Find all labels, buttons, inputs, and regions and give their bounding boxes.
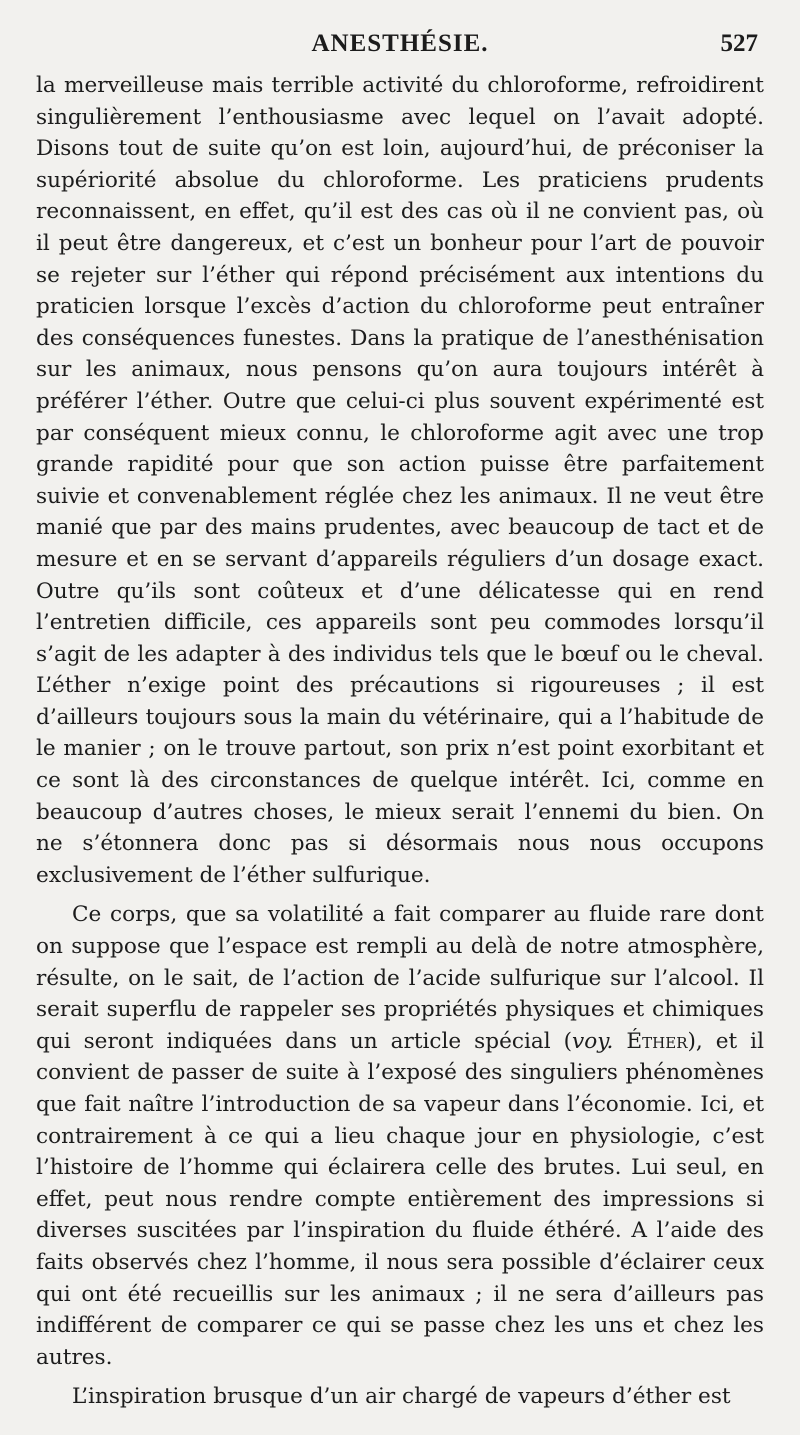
paragraph-2-before: Ce corps, que sa volatilité a fait comparer au fluide rare dont on suppose que l’espace est rempli au delà de notre atmosphère, résulte, on le sait, de l’action de l’acide sulfurique sur l’alcool. Il serait superflu de rappeler ses propriétés physiques et chimiques qui seront indiquées dans un article spécial ( [36, 902, 764, 1054]
body-text [36, 70, 764, 1413]
paragraph-1: la merveilleuse mais terrible activité du chloroforme, refroidirent singulièrement l’enthousiasme avec lequel on l’avait adopté. Disons tout de suite qu’on est loin, aujourd’hui, de préconiser la supériorité absolue du chloroforme. Les praticiens prudents reconnaissent, en effet, qu’il est des cas où il ne convient pas, où il peut être dangereux, et c’est un bonheur pour l’art de pouvoir se rejeter sur l’éther qui répond précisément aux intentions du praticien lorsque l’excès d’action du chloroforme peut entraîner des conséquences funestes. Dans la pratique de l’anesthénisation sur les animaux, nous pensons qu’on aura toujours intérêt à préférer l’éther. Outre que celui-ci plus souvent expérimenté est par conséquent mieux connu, le chloroforme agit avec une trop grande rapidité pour que son action puisse être parfaitement suivie et convenablement réglée chez les animaux. Il ne veut être manié que par des mains prudentes, avec beaucoup de tact et de mesure et en se servant d’appareils réguliers d’un dosage exact. Outre qu’ils sont coûteux et d’une délicatesse qui en rend l’entretien difficile, ces appareils sont peu commodes lorsqu’il s’agit de les adapter à des individus tels que le bœuf ou le cheval. L’éther n’exige point des précautions si rigoureuses ; il est d’ailleurs toujours sous la main du vétérinaire, qui a l’habitude de le manier ; on le trouve partout, son prix n’est point exorbitant et ce sont là des circonstances de quelque intérêt. Ici, comme en beaucoup d’autres choses, le mieux serait l’ennemi du bien. On ne s’étonnera donc pas si désormais nous nous occupons exclusivement de l’éther sulfurique. [36, 73, 764, 888]
paragraph-2 [36, 899, 764, 1373]
running-head [36, 30, 764, 70]
reference-ether: Éther [626, 1028, 688, 1054]
paragraph-3: L’inspiration brusque d’un air chargé de vapeurs d’éther est [72, 1384, 731, 1410]
reference-voy: voy. [572, 1028, 614, 1054]
paragraph-2-after: ), et il convient de passer de suite à l’exposé des singuliers phénomènes que fait naître l’introduction de sa vapeur dans l’économie. Ici, et contrairement à ce qui a lieu chaque jour en physiologie, c’est l’histoire de l’homme qui éclairera celle des brutes. Lui seul, en effet, peut nous rendre compte entièrement des impressions si diverses suscitées par l’inspiration du fluide éthéré. A l’aide des faits observés chez l’homme, il nous sera possible d’éclairer ceux qui ont été recueillis sur les animaux ; il ne sera d’ailleurs pas indifférent de comparer ce qui se passe chez les uns et chez les autres. [36, 1028, 764, 1370]
running-title: ANESTHÉSIE. [311, 30, 489, 57]
page-number: 527 [720, 30, 758, 57]
